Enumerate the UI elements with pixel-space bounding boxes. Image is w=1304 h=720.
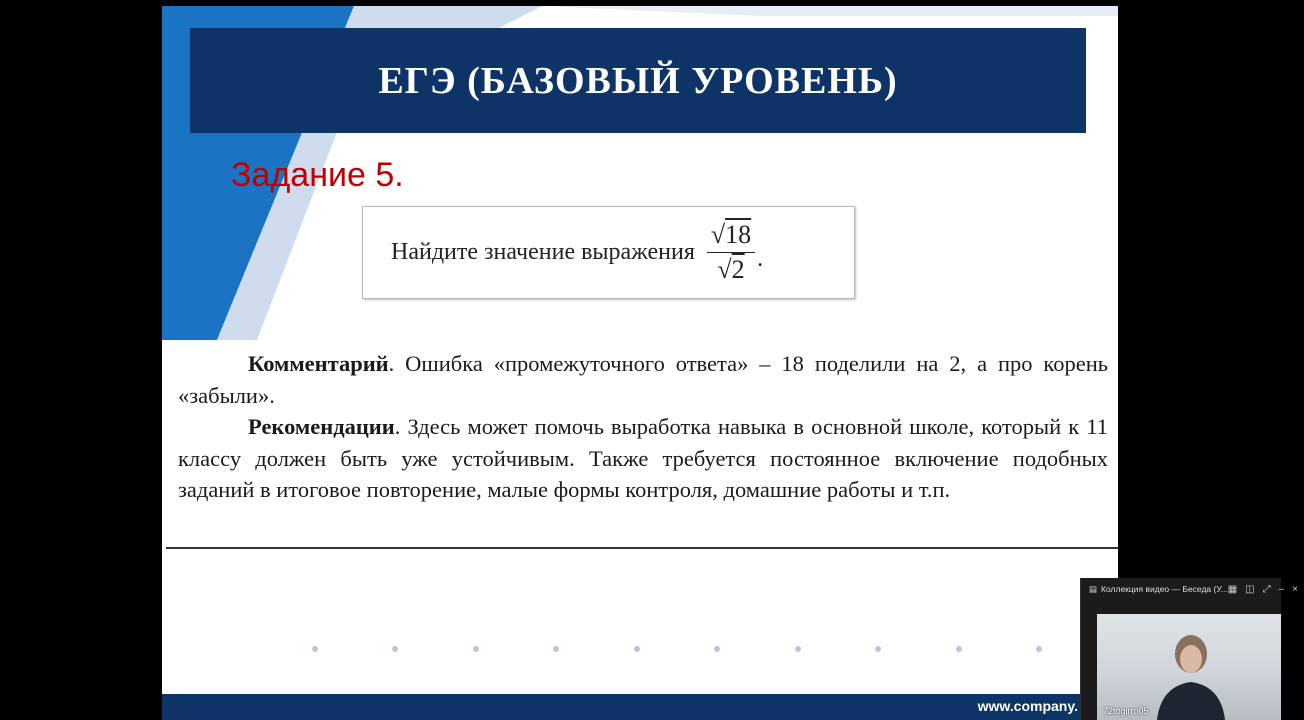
comment-label: Комментарий <box>248 351 389 376</box>
recommendations-text: . Здесь может помочь выработка навыка в основной школе, который к 11 классу должен быть уже устойчивым. Также требуется постоянное включение подобных заданий в итоговое повторение, малые формы контроля, домашние работы и т.п. <box>178 414 1108 502</box>
participant-silhouette <box>1155 628 1227 720</box>
decorative-dot <box>956 646 962 652</box>
decorative-dot <box>1036 646 1042 652</box>
task-number: Задание 5. <box>231 156 404 194</box>
task-box <box>362 206 855 299</box>
decorative-dot <box>473 646 479 652</box>
fraction <box>707 220 755 285</box>
video-panel-title: Коллекция видео — Беседа (У... <box>1101 584 1228 594</box>
fraction-numerator: √18 <box>707 220 755 253</box>
decorative-dot <box>795 646 801 652</box>
presentation-slide <box>162 6 1118 720</box>
fraction-denominator: √2 <box>717 255 745 284</box>
decorative-dot <box>392 646 398 652</box>
expand-icon[interactable]: ⤢ <box>1262 583 1271 595</box>
comment-block <box>162 340 1118 550</box>
decorative-dot <box>714 646 720 652</box>
decorative-dot <box>553 646 559 652</box>
task-text: Найдите значение выражения <box>391 239 695 265</box>
participant-name: 72togirro05 <box>1103 706 1149 716</box>
divider-line <box>166 547 1118 549</box>
recommendations-label: Рекомендации <box>248 414 395 439</box>
slide-header <box>190 28 1086 133</box>
decorative-dots <box>312 646 1042 652</box>
chat-icon: ▤ <box>1089 583 1098 594</box>
video-panel-titlebar[interactable] <box>1081 578 1299 600</box>
slide-title: ЕГЭ (БАЗОВЫЙ УРОВЕНЬ) <box>378 59 898 102</box>
comment-text: . Ошибка «промежуточного ответа» – 18 поделили на 2, а про корень «забыли». <box>178 351 1108 408</box>
minimize-icon[interactable]: – <box>1278 583 1285 595</box>
layout-icon[interactable]: ◫ <box>1245 583 1255 595</box>
decorative-dot <box>634 646 640 652</box>
task-period: . <box>757 246 764 272</box>
comment-paragraph <box>178 348 1108 411</box>
decorative-dot <box>312 646 318 652</box>
grid-icon[interactable]: ▦ <box>1227 583 1238 595</box>
decorative-dot <box>875 646 881 652</box>
video-call-panel[interactable] <box>1080 578 1299 720</box>
close-icon[interactable]: × <box>1292 583 1299 595</box>
recommendations-paragraph <box>178 411 1108 506</box>
footer-url: www.company. <box>977 698 1078 714</box>
slide-footer <box>162 694 1118 720</box>
participant-video[interactable] <box>1097 614 1281 720</box>
